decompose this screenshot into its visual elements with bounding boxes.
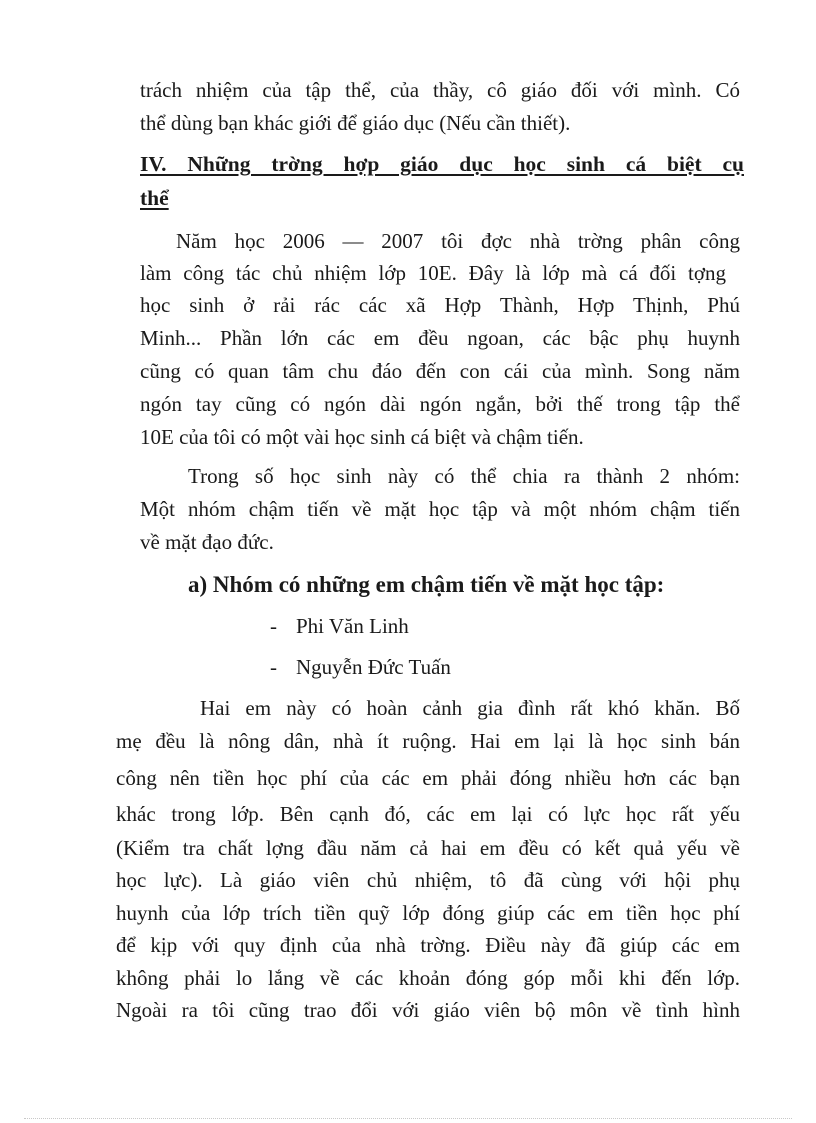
para3-line-2: mẹ đều là nông dân, nhà ít ruộng. Hai em lại là học sinh bán xyxy=(116,729,740,753)
para1-line-2: làm công tác chủ nhiệm lớp 10E. Đây là lớp mà cá đối tợng xyxy=(140,261,726,285)
list-item xyxy=(270,653,451,681)
para2-line-1: Trong số học sinh này có thể chia ra thành 2 nhóm: xyxy=(188,464,740,488)
para3-line-4: khác trong lớp. Bên cạnh đó, các em lại có lực học rất yếu xyxy=(116,802,740,826)
para2-line-3: về mặt đạo đức. xyxy=(140,530,274,554)
para3-line-5: (Kiểm tra chất lợng đầu năm cả hai em đều có kết quả yếu về xyxy=(116,836,740,860)
section-heading-line-1: IV. Những trờng hợp giáo dục học sinh cá biệt cụ xyxy=(140,152,744,176)
para1-line-4: Minh... Phần lớn các em đều ngoan, các bậc phụ huynh xyxy=(140,326,740,350)
list-dash: - xyxy=(270,655,277,679)
para3-line-8: để kịp với quy định của nhà trờng. Điều này đã giúp các em xyxy=(116,933,740,957)
intro-line-2: thể dùng bạn khác giới để giáo dục (Nếu cần thiết). xyxy=(140,111,571,135)
student-name: Phi Văn Linh xyxy=(296,614,409,638)
para3-line-7: huynh của lớp trích tiền quỹ lớp đóng giúp các em tiền học phí xyxy=(116,901,740,925)
para2-line-2: Một nhóm chậm tiến về mặt học tập và một nhóm chậm tiến xyxy=(140,497,740,521)
list-item xyxy=(270,612,409,640)
section-heading-line-2: thể xyxy=(140,186,169,210)
para1-line-3: học sinh ở rải rác các xã Hợp Thành, Hợp Thịnh, Phú xyxy=(140,293,740,317)
para1-line-5: cũng có quan tâm chu đáo đến con cái của mình. Song năm xyxy=(140,359,740,383)
para1-line-7: 10E của tôi có một vài học sinh cá biệt và chậm tiến. xyxy=(140,425,584,449)
student-name: Nguyễn Đức Tuấn xyxy=(296,655,451,679)
para3-line-6: học lực). Là giáo viên chủ nhiệm, tô đã cùng với hội phụ xyxy=(116,868,740,892)
para1-line-1: Năm học 2006 — 2007 tôi đợc nhà trờng phân công xyxy=(176,229,740,253)
para1-line-6: ngón tay cũng có ngón dài ngón ngắn, bởi thế trong tập thể xyxy=(140,392,740,416)
para3-line-1: Hai em này có hoàn cảnh gia đình rất khó khăn. Bố xyxy=(200,696,740,720)
list-dash: - xyxy=(270,614,277,638)
page-bottom-border xyxy=(24,1118,792,1119)
intro-line-1: trách nhiệm của tập thể, của thầy, cô giáo đối với mình. Có xyxy=(140,78,740,102)
para3-line-9: không phải lo lắng về các khoản đóng góp mỗi khi đến lớp. xyxy=(116,966,740,990)
para3-line-3: công nên tiền học phí của các em phải đóng nhiều hơn các bạn xyxy=(116,766,740,790)
group-a-subheading: a) Nhóm có những em chậm tiến về mặt học tập: xyxy=(188,572,665,597)
para3-line-10: Ngoài ra tôi cũng trao đổi với giáo viên bộ môn về tình hình xyxy=(116,998,740,1022)
